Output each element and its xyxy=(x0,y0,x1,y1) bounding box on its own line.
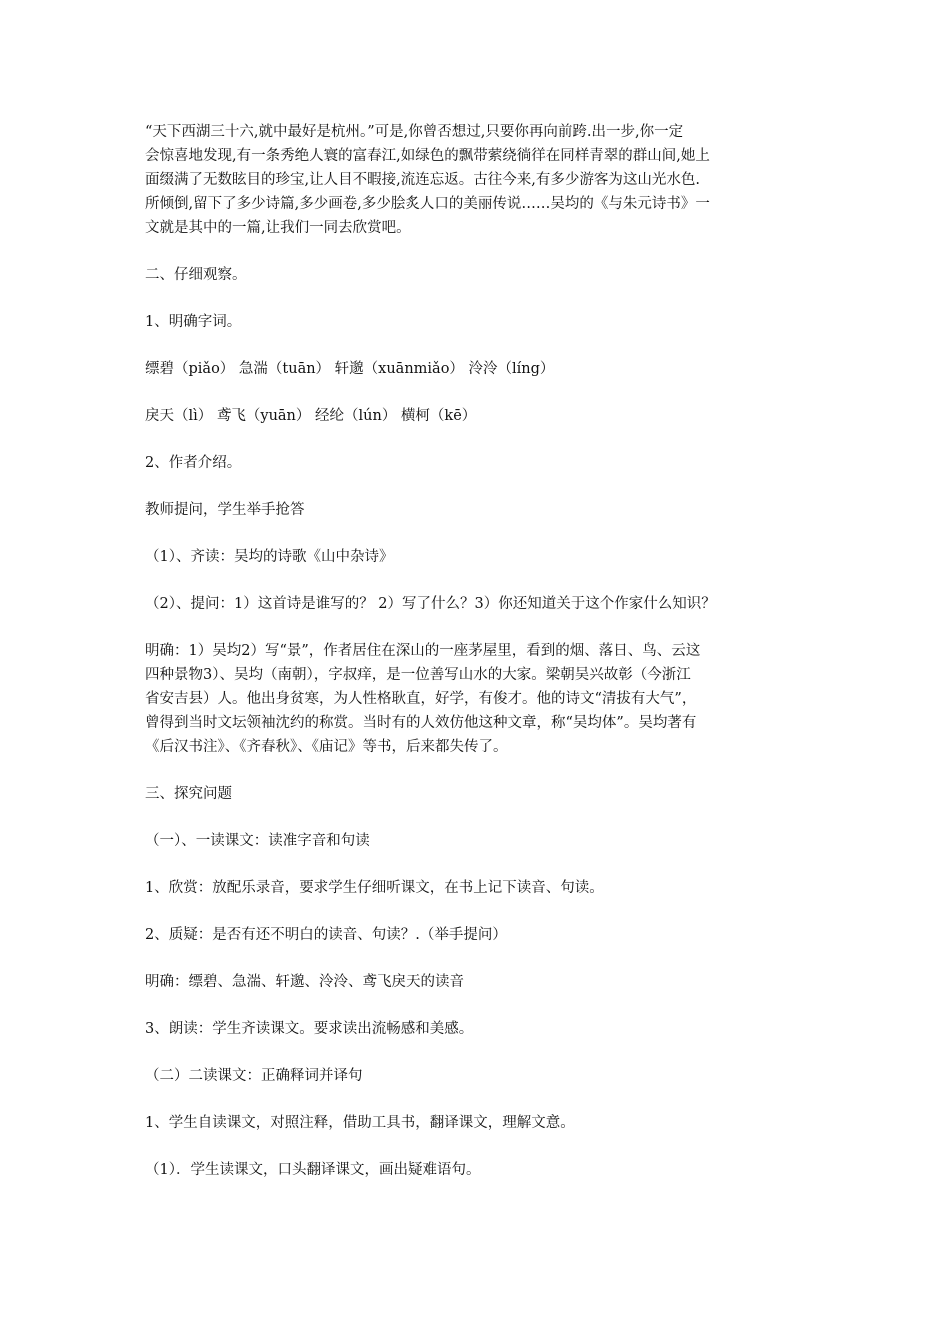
intro-line: 面缀满了无数眩目的珍宝,让人目不暇接,流连忘返。古往今来,有多少游客为这山光水色. xyxy=(145,172,700,188)
item-heading: 2、作者介绍。 xyxy=(145,455,242,471)
section-heading: 二、仔细观察。 xyxy=(145,267,247,283)
answer-line: 明确：1）吴均2）写“景”，作者居住在深山的一座茅屋里，看到的烟、落日、鸟、云这 xyxy=(145,643,701,659)
part-heading: （一）、一读课文：读准字音和句读 xyxy=(145,833,370,849)
intro-line: 会惊喜地发现,有一条秀绝人寰的富春江,如绿色的飘带萦绕徜徉在同样青翠的群山间,她上 xyxy=(145,148,710,164)
answer-line: 四种景物3）、吴均（南朝），字叔痒，是一位善写山水的大家。梁朝吴兴故彰（今浙江 xyxy=(145,667,691,683)
step-text: 2、质疑：是否有还不明白的读音、句读？.（举手提问） xyxy=(145,927,507,943)
sub-step-text: （1）．学生读课文，口头翻译课文，画出疑难语句。 xyxy=(145,1162,481,1178)
intro-line: “天下西湖三十六,就中最好是杭州。”可是,你曾否想过,只要你再向前跨.出一步,你一定 xyxy=(145,124,684,140)
answer-line: 曾得到当时文坛领袖沈约的称赏。当时有的人效仿他这种文章，称“吴均体”。吴均著有 xyxy=(145,715,697,731)
questions-text: （2）、提问：1）这首诗是谁写的？ 2）写了什么？3）你还知道关于这个作家什么知识？ xyxy=(145,596,716,612)
intro-line: 文就是其中的一篇,让我们一同去欣赏吧。 xyxy=(145,220,411,236)
intro-line: 所倾倒,留下了多少诗篇,多少画卷,多少脍炙人口的美丽传说……吴均的《与朱元诗书》一 xyxy=(145,196,710,212)
section-heading: 三、探究问题 xyxy=(145,786,232,802)
step-text: 1、学生自读课文，对照注释，借助工具书，翻译课文，理解文意。 xyxy=(145,1115,575,1131)
document-body xyxy=(145,120,810,1205)
intro-paragraph xyxy=(145,120,810,240)
item-heading: 1、明确字词。 xyxy=(145,314,242,330)
step-text: 3、朗读：学生齐读课文。要求读出流畅感和美感。 xyxy=(145,1021,474,1037)
answer-paragraph xyxy=(145,639,810,759)
answer-line: 《后汉书注》、《齐春秋》、《庙记》等书，后来都失传了。 xyxy=(145,739,508,755)
step-text: 1、欣赏：放配乐录音，要求学生仔细听课文，在书上记下读音、句读。 xyxy=(145,880,604,896)
answer-line: 省安吉县）人。他出身贫寒，为人性格耿直，好学，有俊才。他的诗文“清拔有大气”， xyxy=(145,691,697,707)
vocabulary-line: 戾天（lì） 鸢飞（yuān） 经纶（lún） 横柯（kē） xyxy=(145,408,477,424)
read-together-text: （1）、齐读：吴均的诗歌《山中杂诗》 xyxy=(145,549,394,565)
vocabulary-line: 缥碧（piǎo） 急湍（tuān） 轩邈（xuānmiǎo） 泠泠（líng） xyxy=(145,361,555,377)
step-answer-text: 明确：缥碧、急湍、轩邈、泠泠、鸢飞戾天的读音 xyxy=(145,974,464,990)
teacher-question-text: 教师提问，学生举手抢答 xyxy=(145,502,305,518)
part-heading: （二）二读课文：正确释词并译句 xyxy=(145,1068,363,1084)
